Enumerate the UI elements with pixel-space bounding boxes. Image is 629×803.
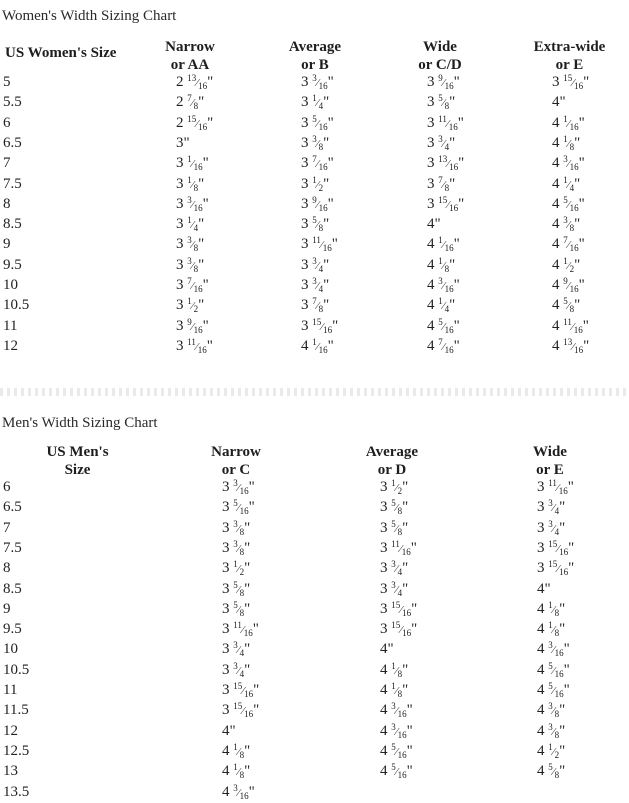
header-line: Wide	[423, 39, 457, 55]
width-cell: 4 3⁄8"	[537, 721, 566, 740]
width-cell: 4 1⁄8"	[222, 741, 251, 760]
width-cell: 4 1⁄2"	[537, 741, 566, 760]
width-cell: 4 3⁄16"	[380, 701, 413, 720]
table-row	[0, 661, 629, 681]
size-cell: 10	[3, 641, 18, 658]
width-cell: 3 3⁄4"	[380, 559, 409, 578]
womens-chart-title: Women's Width Sizing Chart	[2, 8, 177, 24]
width-cell: 4 5⁄8"	[552, 296, 581, 315]
width-cell: 3 5⁄8"	[380, 518, 409, 537]
width-cell: 4 11⁄16"	[552, 316, 589, 335]
size-cell: 8.5	[3, 580, 22, 597]
width-cell: 3 7⁄16"	[301, 154, 334, 173]
width-cell: 4 3⁄16"	[380, 721, 413, 740]
width-cell: 4 1⁄16"	[301, 336, 334, 355]
width-cell: 3 3⁄16"	[222, 478, 255, 496]
width-cell: 4 1⁄8"	[380, 660, 409, 679]
width-cell: 4 1⁄8"	[380, 681, 409, 699]
size-cell: 11	[3, 682, 18, 698]
header-line: Average	[288, 39, 342, 55]
size-cell: 13	[3, 763, 18, 780]
watermark-band	[0, 388, 629, 396]
table-row	[0, 620, 629, 640]
width-cell: 3 3⁄4"	[301, 255, 330, 274]
width-cell: 3 7⁄8"	[301, 296, 330, 315]
width-cell: 4 5⁄16"	[380, 741, 413, 760]
width-cell: 4 1⁄4"	[427, 296, 456, 315]
header-line: or E	[536, 462, 564, 478]
width-cell: 3 3⁄8"	[176, 235, 205, 254]
size-cell: 5	[3, 74, 11, 90]
width-cell: 4 3⁄16"	[552, 154, 585, 173]
width-cell: 3 3⁄4"	[537, 498, 566, 517]
header-line: or C	[221, 462, 251, 478]
width-cell: 3 3⁄4"	[380, 579, 409, 598]
width-cell: 4 1⁄16"	[427, 235, 460, 254]
width-cell: 4 1⁄8"	[427, 255, 456, 274]
width-cell: 3 3⁄16"	[301, 73, 334, 91]
width-cell: 3 11⁄16"	[427, 113, 464, 132]
width-cell: 3 11⁄16"	[537, 478, 574, 496]
size-cell: 11.5	[3, 702, 29, 719]
width-cell: 4"	[552, 94, 566, 111]
size-cell: 7	[3, 155, 11, 172]
size-cell: 7.5	[3, 175, 22, 192]
width-cell: 3 9⁄16"	[427, 73, 460, 91]
width-cell: 3 11⁄16"	[176, 336, 213, 355]
width-cell: 3 3⁄4"	[222, 640, 251, 659]
header-line: or D	[377, 462, 407, 478]
width-cell: 3 15⁄16"	[222, 681, 260, 699]
mens-size-header	[30, 443, 125, 479]
table-row	[0, 256, 629, 276]
width-cell: 4"	[537, 580, 551, 597]
header-line: US Women's Size	[5, 45, 117, 61]
width-cell: 3 3⁄8"	[222, 518, 251, 537]
table-row	[0, 640, 629, 660]
table-row	[0, 762, 629, 782]
size-cell: 6.5	[3, 499, 22, 516]
width-cell: 3 5⁄8"	[222, 579, 251, 598]
width-cell: 3 7⁄8"	[427, 174, 456, 193]
size-cell: 6	[3, 114, 11, 131]
table-row	[0, 215, 629, 235]
size-cell: 8	[3, 560, 11, 577]
width-cell: 3 3⁄4"	[427, 133, 456, 152]
size-cell: 9	[3, 600, 11, 617]
width-cell: 3 7⁄16"	[176, 276, 209, 294]
table-row	[0, 195, 629, 215]
width-cell: 3 9⁄16"	[301, 194, 334, 213]
table-row	[0, 235, 629, 255]
womens-size-header	[5, 44, 116, 62]
table-row	[0, 539, 629, 559]
womens-wide-header	[400, 38, 480, 74]
width-cell: 3 15⁄16"	[222, 701, 260, 720]
width-cell: 4"	[427, 216, 441, 233]
size-cell: 9.5	[3, 256, 22, 273]
width-cell: 2 15⁄16"	[176, 113, 214, 132]
table-row	[0, 722, 629, 742]
size-cell: 10.5	[3, 661, 30, 678]
width-cell: 3 15⁄16"	[380, 620, 418, 639]
womens-narrow-header	[150, 38, 230, 74]
header-line: or C/D	[418, 57, 462, 73]
width-cell: 4 1⁄8"	[552, 133, 581, 152]
size-cell: 6	[3, 479, 11, 495]
width-cell: 3 5⁄16"	[301, 113, 334, 132]
table-row	[0, 742, 629, 762]
table-row	[0, 93, 629, 113]
width-cell: 4 13⁄16"	[552, 336, 590, 355]
width-cell: 4 7⁄16"	[427, 336, 460, 355]
width-cell: 4 1⁄2"	[552, 255, 581, 274]
width-cell: 3 3⁄16"	[176, 194, 209, 213]
table-row	[0, 317, 629, 337]
width-cell: 3 11⁄16"	[222, 620, 259, 639]
header-line: Size	[64, 462, 91, 478]
width-cell: 3 1⁄4"	[301, 93, 330, 112]
mens-wide-header	[510, 443, 590, 479]
size-cell: 12.5	[3, 742, 30, 759]
width-cell: 3 15⁄16"	[537, 559, 575, 578]
width-cell: 4 7⁄16"	[552, 235, 585, 254]
width-cell: 3 5⁄8"	[222, 599, 251, 618]
width-cell: 3 15⁄16"	[537, 538, 575, 557]
width-cell: 4 5⁄16"	[537, 681, 570, 699]
size-cell: 12	[3, 337, 18, 354]
width-cell: 3 1⁄4"	[176, 215, 205, 234]
table-row	[0, 73, 629, 93]
size-cell: 6.5	[3, 134, 22, 151]
header-line: Narrow	[165, 39, 215, 55]
header-line: Narrow	[211, 444, 261, 460]
width-cell: 4 1⁄4"	[552, 174, 581, 193]
table-row	[0, 600, 629, 620]
width-cell: 3 13⁄16"	[427, 154, 465, 173]
table-row	[0, 478, 629, 498]
table-row	[0, 559, 629, 579]
size-cell: 5.5	[3, 94, 22, 111]
width-cell: 3 5⁄16"	[222, 498, 255, 517]
width-cell: 4"	[380, 641, 394, 658]
table-row	[0, 296, 629, 316]
width-cell: 3 3⁄8"	[176, 255, 205, 274]
width-cell: 4 9⁄16"	[552, 276, 585, 294]
header-line: Extra-wide	[533, 39, 606, 55]
size-cell: 10	[3, 277, 18, 293]
size-cell: 9	[3, 236, 11, 253]
width-cell: 4 1⁄8"	[222, 762, 251, 781]
womens-average-header	[275, 38, 355, 74]
size-cell: 13.5	[3, 783, 30, 800]
width-cell: 4 5⁄16"	[537, 660, 570, 679]
table-row	[0, 580, 629, 600]
width-cell: 4 1⁄16"	[552, 113, 585, 132]
table-row	[0, 134, 629, 154]
table-row	[0, 276, 629, 296]
width-cell: 2 7⁄8"	[176, 93, 205, 112]
size-cell: 11	[3, 317, 18, 334]
header-line: Wide	[533, 444, 567, 460]
width-cell: 4 5⁄8"	[537, 762, 566, 781]
table-row	[0, 337, 629, 357]
header-line: Average	[365, 444, 419, 460]
size-cell: 12	[3, 722, 18, 739]
size-cell: 7.5	[3, 539, 22, 556]
width-cell: 4"	[222, 722, 236, 739]
width-cell: 3 11⁄16"	[301, 235, 338, 254]
width-cell: 3 1⁄16"	[176, 154, 209, 173]
width-cell: 3 3⁄8"	[222, 538, 251, 557]
width-cell: 3 11⁄16"	[380, 538, 417, 557]
width-cell: 4 3⁄8"	[537, 701, 566, 720]
size-cell: 8.5	[3, 216, 22, 233]
width-cell: 3 1⁄2"	[301, 174, 330, 193]
width-cell: 4 3⁄16"	[222, 782, 255, 801]
width-cell: 4 3⁄16"	[427, 276, 460, 294]
width-cell: 3 15⁄16"	[301, 316, 339, 335]
width-cell: 3 3⁄8"	[301, 133, 330, 152]
width-cell: 3"	[176, 134, 190, 151]
size-cell: 7	[3, 519, 11, 536]
table-row	[0, 154, 629, 174]
width-cell: 3 5⁄8"	[380, 498, 409, 517]
width-cell: 4 3⁄8"	[552, 215, 581, 234]
size-cell: 8	[3, 195, 11, 212]
width-cell: 2 13⁄16"	[176, 73, 214, 91]
table-row	[0, 114, 629, 134]
width-cell: 3 3⁄4"	[301, 276, 330, 294]
width-cell: 3 1⁄8"	[176, 174, 205, 193]
width-cell: 4 5⁄16"	[380, 762, 413, 781]
width-cell: 3 15⁄16"	[380, 599, 418, 618]
width-cell: 3 9⁄16"	[176, 316, 209, 335]
mens-narrow-header	[196, 443, 276, 479]
womens-extrawide-header	[522, 38, 617, 74]
table-row	[0, 701, 629, 721]
width-cell: 3 15⁄16"	[552, 73, 590, 91]
table-row	[0, 175, 629, 195]
header-line: or AA	[170, 57, 210, 73]
header-line: or E	[555, 57, 584, 73]
header-line: US Men's	[46, 444, 109, 460]
width-cell: 3 15⁄16"	[427, 194, 465, 213]
width-cell: 4 1⁄8"	[537, 599, 566, 618]
size-cell: 9.5	[3, 621, 22, 638]
width-cell: 4 5⁄16"	[552, 194, 585, 213]
size-cell: 10.5	[3, 297, 30, 314]
header-line: or B	[301, 57, 329, 73]
width-cell: 3 1⁄2"	[380, 478, 409, 496]
width-cell: 4 3⁄16"	[537, 640, 570, 659]
table-row	[0, 519, 629, 539]
mens-chart-title: Men's Width Sizing Chart	[2, 415, 158, 431]
width-cell: 3 1⁄2"	[222, 559, 251, 578]
mens-average-header	[352, 443, 432, 479]
width-cell: 4 1⁄8"	[537, 620, 566, 639]
table-row	[0, 498, 629, 518]
width-cell: 3 3⁄4"	[537, 518, 566, 537]
table-row	[0, 681, 629, 701]
width-cell: 3 5⁄8"	[427, 93, 456, 112]
width-cell: 3 3⁄4"	[222, 660, 251, 679]
width-cell: 3 5⁄8"	[301, 215, 330, 234]
width-cell: 4 5⁄16"	[427, 316, 460, 335]
width-cell: 3 1⁄2"	[176, 296, 205, 315]
